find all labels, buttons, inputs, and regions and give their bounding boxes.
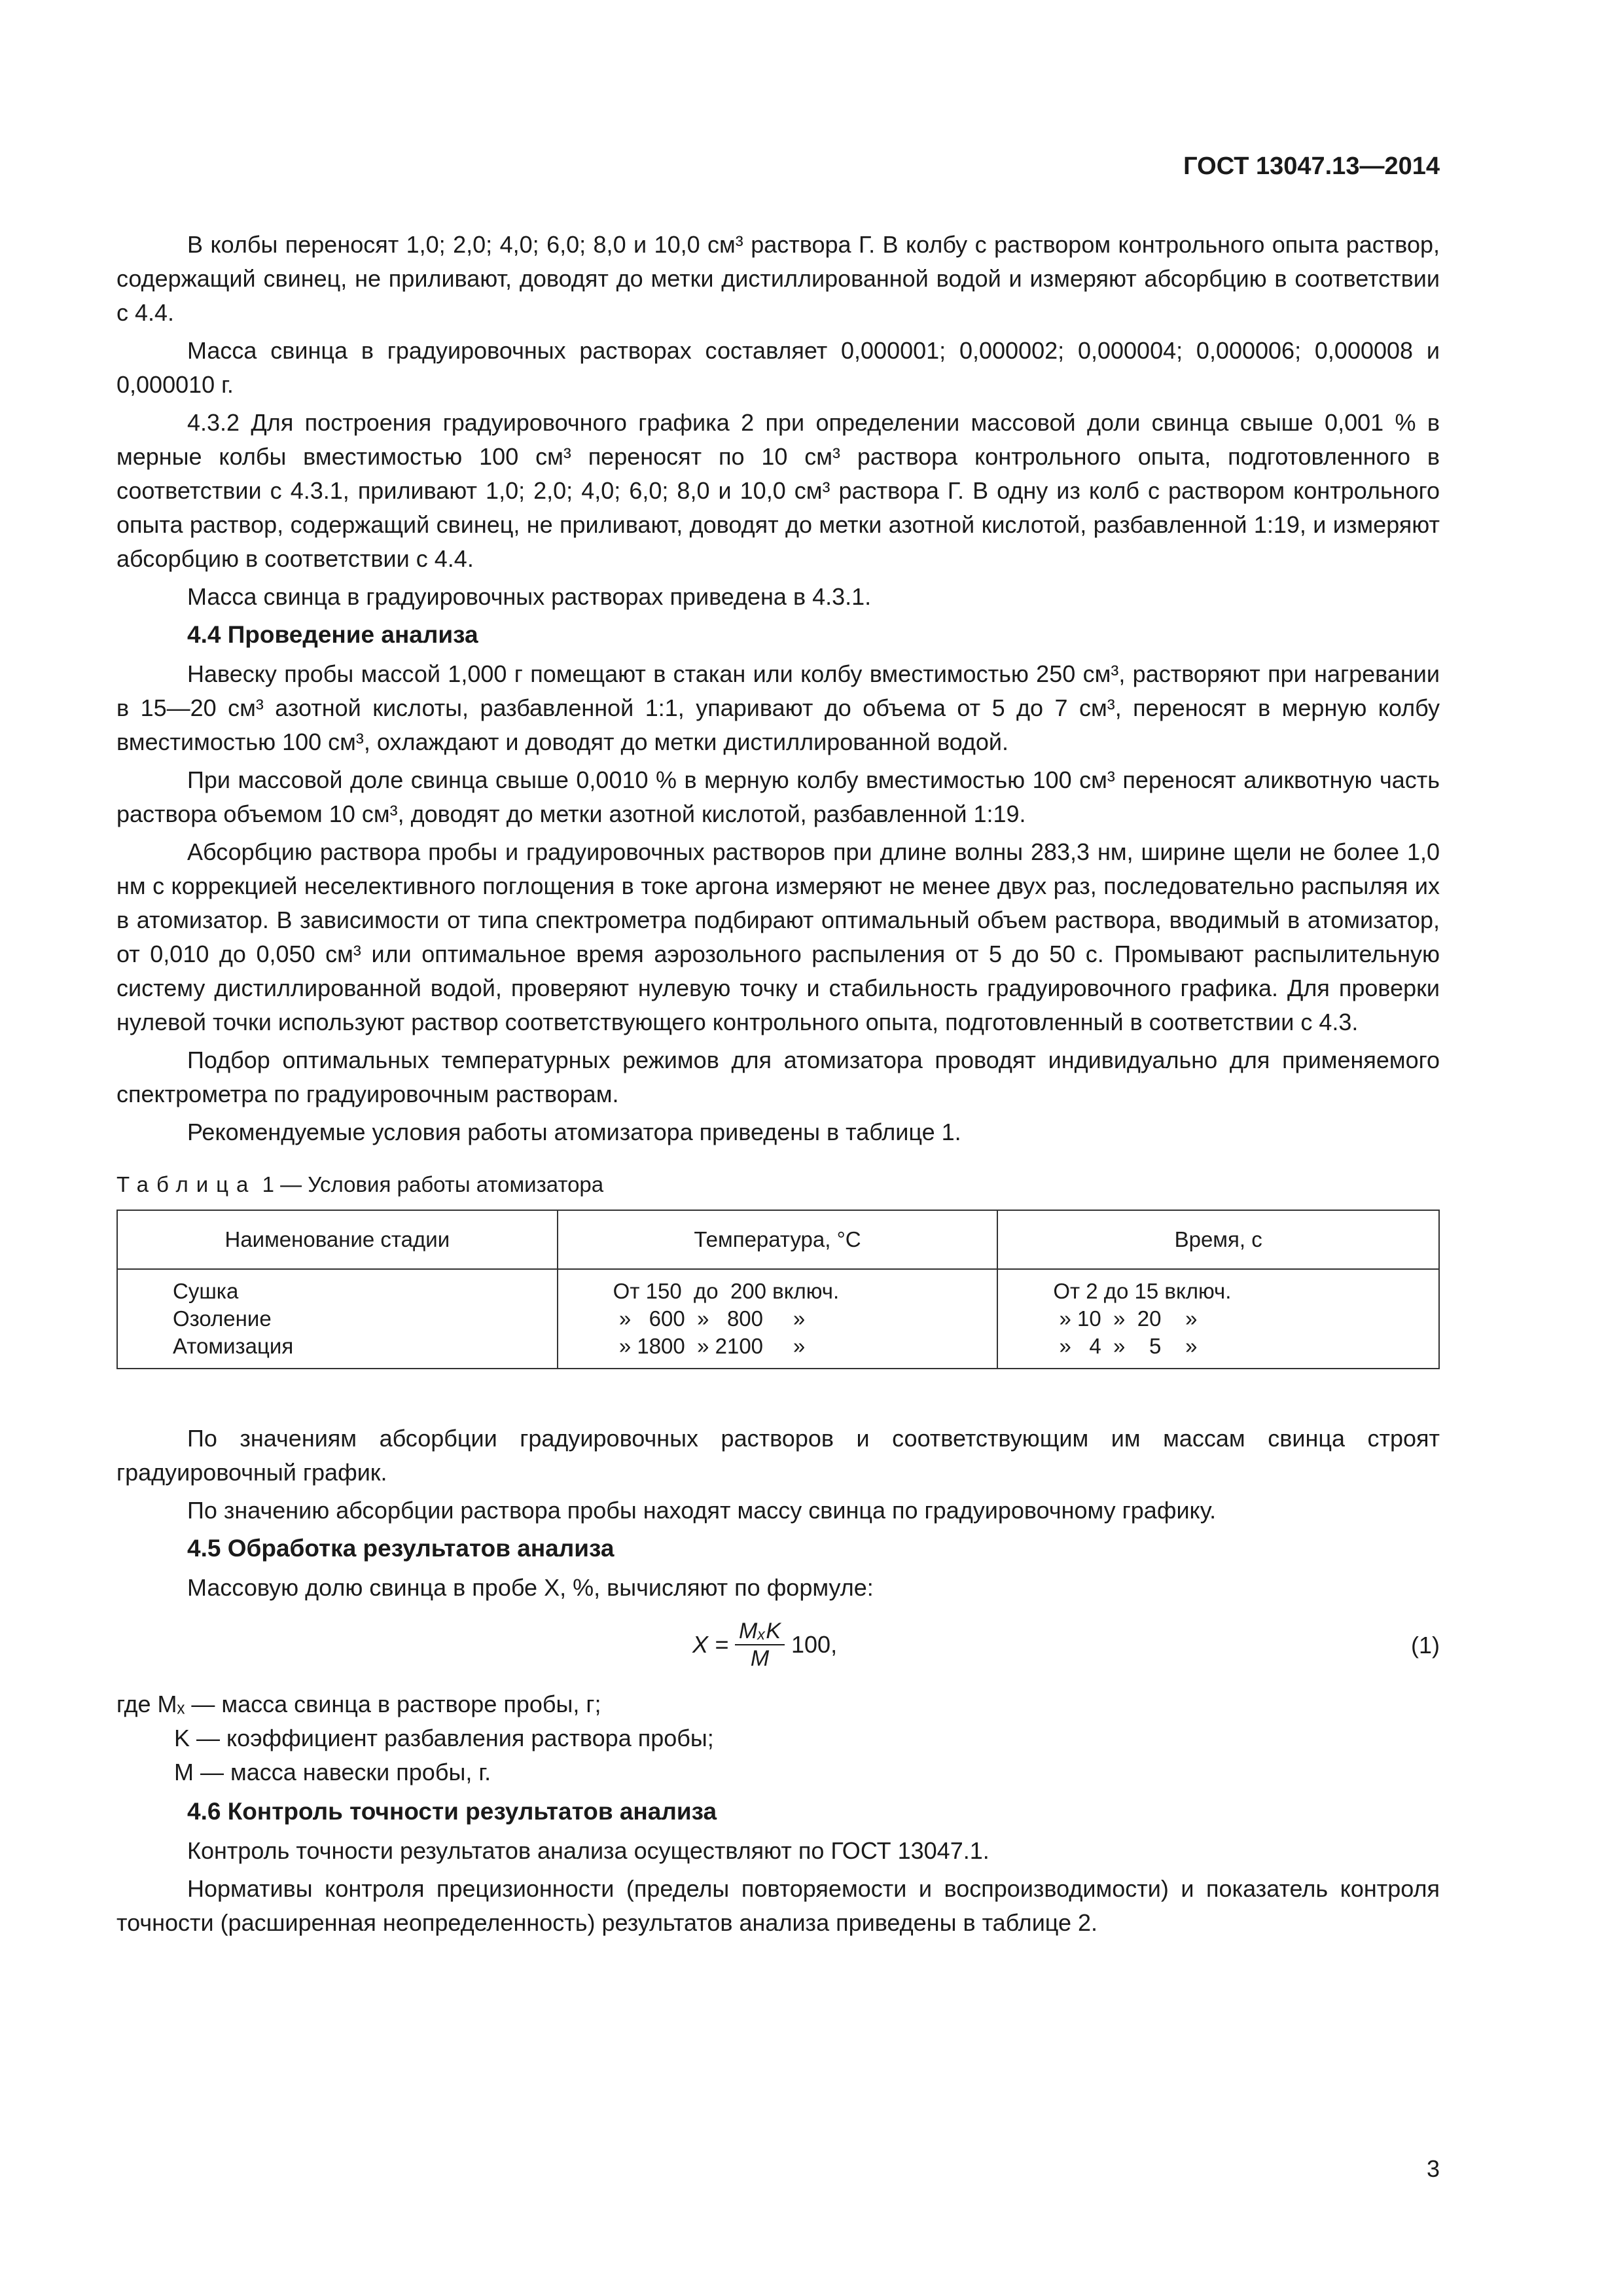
paragraph: Массовую долю свинца в пробе X, %, вычисляют по формуле: bbox=[187, 1574, 874, 1601]
stage-cell bbox=[117, 1269, 558, 1369]
column-header: Время, с bbox=[997, 1210, 1439, 1269]
stage-name: Озоление bbox=[173, 1306, 272, 1331]
formula-numerator: MₓK bbox=[735, 1618, 785, 1645]
paragraph: По значениям абсорбции градуировочных растворов и соответствующим им массам свинца строят градуировочный график. bbox=[116, 1425, 1440, 1486]
table-caption-title: 1 — Условия работы атомизатора bbox=[262, 1172, 604, 1196]
temperature-value: » 600 » 800 » bbox=[613, 1306, 806, 1331]
formula-denominator: M bbox=[750, 1646, 770, 1671]
document-body bbox=[116, 228, 1440, 1944]
time-value: От 2 до 15 включ. bbox=[1053, 1279, 1232, 1303]
table-caption-word: Таблица bbox=[116, 1172, 257, 1196]
formula-number: (1) bbox=[1411, 1632, 1440, 1659]
paragraph: Масса свинца в градуировочных растворах составляет 0,000001; 0,000002; 0,000004; 0,000006; 0,000008 и 0,000010 г. bbox=[116, 337, 1440, 398]
standard-code: ГОСТ 13047.13—2014 bbox=[1183, 152, 1440, 180]
table-header-row bbox=[117, 1210, 1439, 1269]
table-caption bbox=[116, 1170, 1440, 1199]
section-heading-4-5: 4.5 Обработка результатов анализа bbox=[187, 1535, 615, 1562]
formula-block bbox=[116, 1609, 1440, 1681]
column-header: Температура, °С bbox=[558, 1210, 998, 1269]
paragraph: В колбы переносят 1,0; 2,0; 4,0; 6,0; 8,0 и 10,0 см³ раствора Г. В колбу с раствором контрольного опыта раствор, содержащий свинец, не приливают, доводят до метки дистиллированной водой и измеряют абсорбцию в соответствии с 4.4. bbox=[116, 231, 1440, 326]
paragraph: При массовой доле свинца свыше 0,0010 % в мерную колбу вместимостью 100 см³ переносят аликвотную часть раствора объемом 10 см³, доводят до метки азотной кислотой, разбавленной 1:19. bbox=[116, 766, 1440, 827]
time-value: » 4 » 5 » bbox=[1053, 1334, 1198, 1358]
formula-rhs: 100, bbox=[791, 1631, 838, 1658]
formula-fraction bbox=[735, 1618, 785, 1672]
paragraph: Навеску пробы массой 1,000 г помещают в стакан или колбу вместимостью 250 см³, растворяют при нагревании в 15—20 см³ азотной кислоты, разбавленной 1:1, упаривают до объема от 5 до 7 см³, переносят в мерную колбу вместимостью 100 см³, охлаждают и доводят до метки дистиллированной водой. bbox=[116, 660, 1440, 755]
paragraph: Масса свинца в градуировочных растворах приведена в 4.3.1. bbox=[187, 583, 872, 610]
paragraph: Контроль точности результатов анализа осуществляют по ГОСТ 13047.1. bbox=[187, 1837, 990, 1864]
section-heading-4-6: 4.6 Контроль точности результатов анализа bbox=[187, 1798, 717, 1825]
paragraph: Рекомендуемые условия работы атомизатора приведены в таблице 1. bbox=[187, 1119, 961, 1145]
paragraph: По значению абсорбции раствора пробы находят массу свинца по градуировочному графику. bbox=[187, 1497, 1217, 1524]
atomizer-conditions-table bbox=[116, 1210, 1440, 1369]
section-heading-4-4: 4.4 Проведение анализа bbox=[187, 621, 478, 648]
time-value: » 10 » 20 » bbox=[1053, 1306, 1198, 1331]
paragraph: 4.3.2 Для построения градуировочного графика 2 при определении массовой доли свинца свыше 0,001 % в мерные колбы вместимостью 100 см³ переносят по 10 см³ раствора контрольного опыта, подготовленного в соответствии с 4.3.1, приливают 1,0; 2,0; 4,0; 6,0; 8,0 и 10,0 см³ раствора Г. В одну из колб с раствором контрольного опыта раствор, содержащий свинец, не приливают, доводят до метки азотной кислотой, разбавленной 1:19, и измеряют абсорбцию в соответствии с 4.4. bbox=[116, 409, 1440, 572]
definition-line: где Mₓ — масса свинца в растворе пробы, г; bbox=[116, 1691, 601, 1717]
formula-lhs: X = bbox=[692, 1631, 729, 1658]
temperature-value: От 150 до 200 включ. bbox=[613, 1279, 840, 1303]
formula-definitions bbox=[116, 1687, 1440, 1789]
time-cell bbox=[997, 1269, 1439, 1369]
definition-line: K — коэффициент разбавления раствора пробы; bbox=[174, 1725, 714, 1751]
stage-name: Сушка bbox=[173, 1279, 239, 1303]
paragraph: Нормативы контроля прецизионности (пределы повторяемости и воспроизводимости) и показатель контроля точности (расширенная неопределенность) результатов анализа приведены в таблице 2. bbox=[116, 1875, 1440, 1936]
paragraph: Подбор оптимальных температурных режимов для атомизатора проводят индивидуально для применяемого спектрометра по градуировочным растворам. bbox=[116, 1047, 1440, 1107]
column-header: Наименование стадии bbox=[117, 1210, 558, 1269]
stage-name: Атомизация bbox=[173, 1334, 294, 1358]
page-number: 3 bbox=[1426, 2155, 1440, 2182]
paragraph: Абсорбцию раствора пробы и градуировочных растворов при длине волны 283,3 нм, ширине щели не более 1,0 нм с коррекцией неселективного поглощения в токе аргона измеряют не менее двух раз, последовательно распыляя их в атомизатор. В зависимости от типа спектрометра подбирают оптимальный объем раствора, вводимый в атомизатор, от 0,010 до 0,050 см³ или оптимальное время аэрозольного распыления от 5 до 50 с. Промывают распылительную систему дистиллированной водой, проверяют нулевую точку и стабильность градуировочного графика. Для проверки нулевой точки используют раствор соответствующего контрольного опыта, подготовленный в соответствии с 4.3. bbox=[116, 838, 1440, 1035]
formula bbox=[692, 1609, 837, 1681]
definition-line: M — масса навески пробы, г. bbox=[174, 1759, 491, 1785]
temperature-cell bbox=[558, 1269, 998, 1369]
temperature-value: » 1800 » 2100 » bbox=[613, 1334, 806, 1358]
table-body-row bbox=[117, 1269, 1439, 1369]
